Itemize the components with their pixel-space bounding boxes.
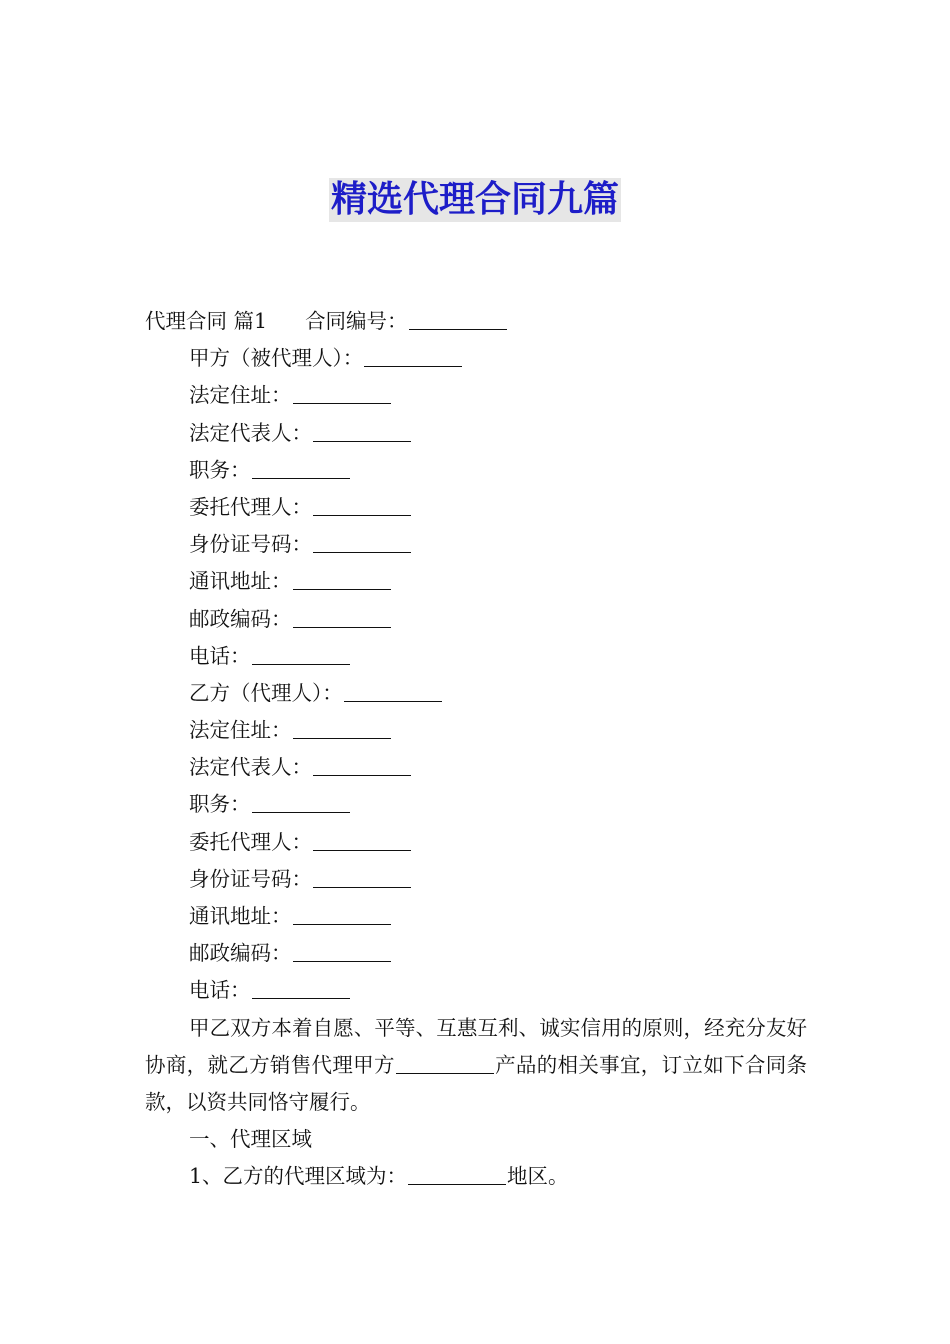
party-a-field [145,377,807,414]
party-a-blank [364,340,462,367]
field-label: 电话： [189,978,251,1003]
field-blank [293,935,391,962]
region-blank [408,1158,506,1185]
field-blank [313,749,411,776]
field-blank [293,601,391,628]
party-a-field [145,638,807,675]
section-one-item-1 [145,1158,807,1195]
field-blank [293,712,391,739]
field-label: 电话： [189,643,251,668]
field-label: 职务： [189,792,251,817]
field-label: 法定代表人： [189,420,312,445]
section-label: 代理合同 篇1 [145,309,268,333]
field-blank [313,526,411,553]
document-title: 精选代理合同九篇 [330,179,619,220]
intro-text-end: 产品的相关事宜，订立如下合同条款，以资共同恪守履行。 [145,1052,808,1114]
item-1-suffix: 地区。 [507,1164,569,1189]
product-blank [396,1047,494,1074]
title-container [0,178,950,222]
field-label: 委托代理人： [189,829,312,854]
party-b-field [145,712,807,749]
field-label: 法定住址： [189,718,292,743]
contract-header-line [145,303,807,340]
contract-number-label: 合同编号： [305,309,408,333]
field-label: 通讯地址： [189,569,292,594]
field-label: 法定代表人： [189,755,312,780]
party-a-label: 甲方（被代理人）： [189,346,364,371]
party-a-field [145,563,807,600]
field-blank [313,489,411,516]
field-label: 法定住址： [189,383,292,408]
party-b-field [145,824,807,861]
party-b-field [145,898,807,935]
party-a-field [145,489,807,526]
document-body [145,303,807,1196]
contract-number-blank [409,303,507,330]
item-1-prefix: 1、乙方的代理区域为： [189,1164,408,1189]
field-blank [313,861,411,888]
party-b-blank [344,675,442,702]
party-b-field [145,935,807,972]
field-blank [252,786,350,813]
intro-paragraph [145,1010,807,1122]
field-label: 职务： [189,457,251,482]
party-b-field [145,972,807,1009]
party-b-field [145,861,807,898]
intro-text-start: 甲乙双方本着自愿、平等、互惠互利、诚实信用的原则，经充分友好协商，就乙方销售代理甲方 [145,1015,807,1077]
field-label: 邮政编码： [189,606,292,631]
field-blank [293,377,391,404]
field-blank [313,415,411,442]
section-one-heading: 一、代理区域 [189,1127,312,1152]
field-blank [252,452,350,479]
party-b-field [145,786,807,823]
field-label: 邮政编码： [189,941,292,966]
field-blank [293,898,391,925]
field-blank [293,563,391,590]
field-label: 身份证号码： [189,866,312,891]
party-b-label: 乙方（代理人）： [189,680,343,705]
field-label: 身份证号码： [189,532,312,557]
party-b-field [145,749,807,786]
field-blank [252,972,350,999]
party-a-field [145,601,807,638]
party-b-heading [145,675,807,712]
field-label: 委托代理人： [189,494,312,519]
field-blank [252,638,350,665]
party-a-heading [145,340,807,377]
field-label: 通讯地址： [189,904,292,928]
party-a-field [145,415,807,452]
party-a-field [145,452,807,489]
party-a-field [145,526,807,563]
field-blank [313,824,411,851]
